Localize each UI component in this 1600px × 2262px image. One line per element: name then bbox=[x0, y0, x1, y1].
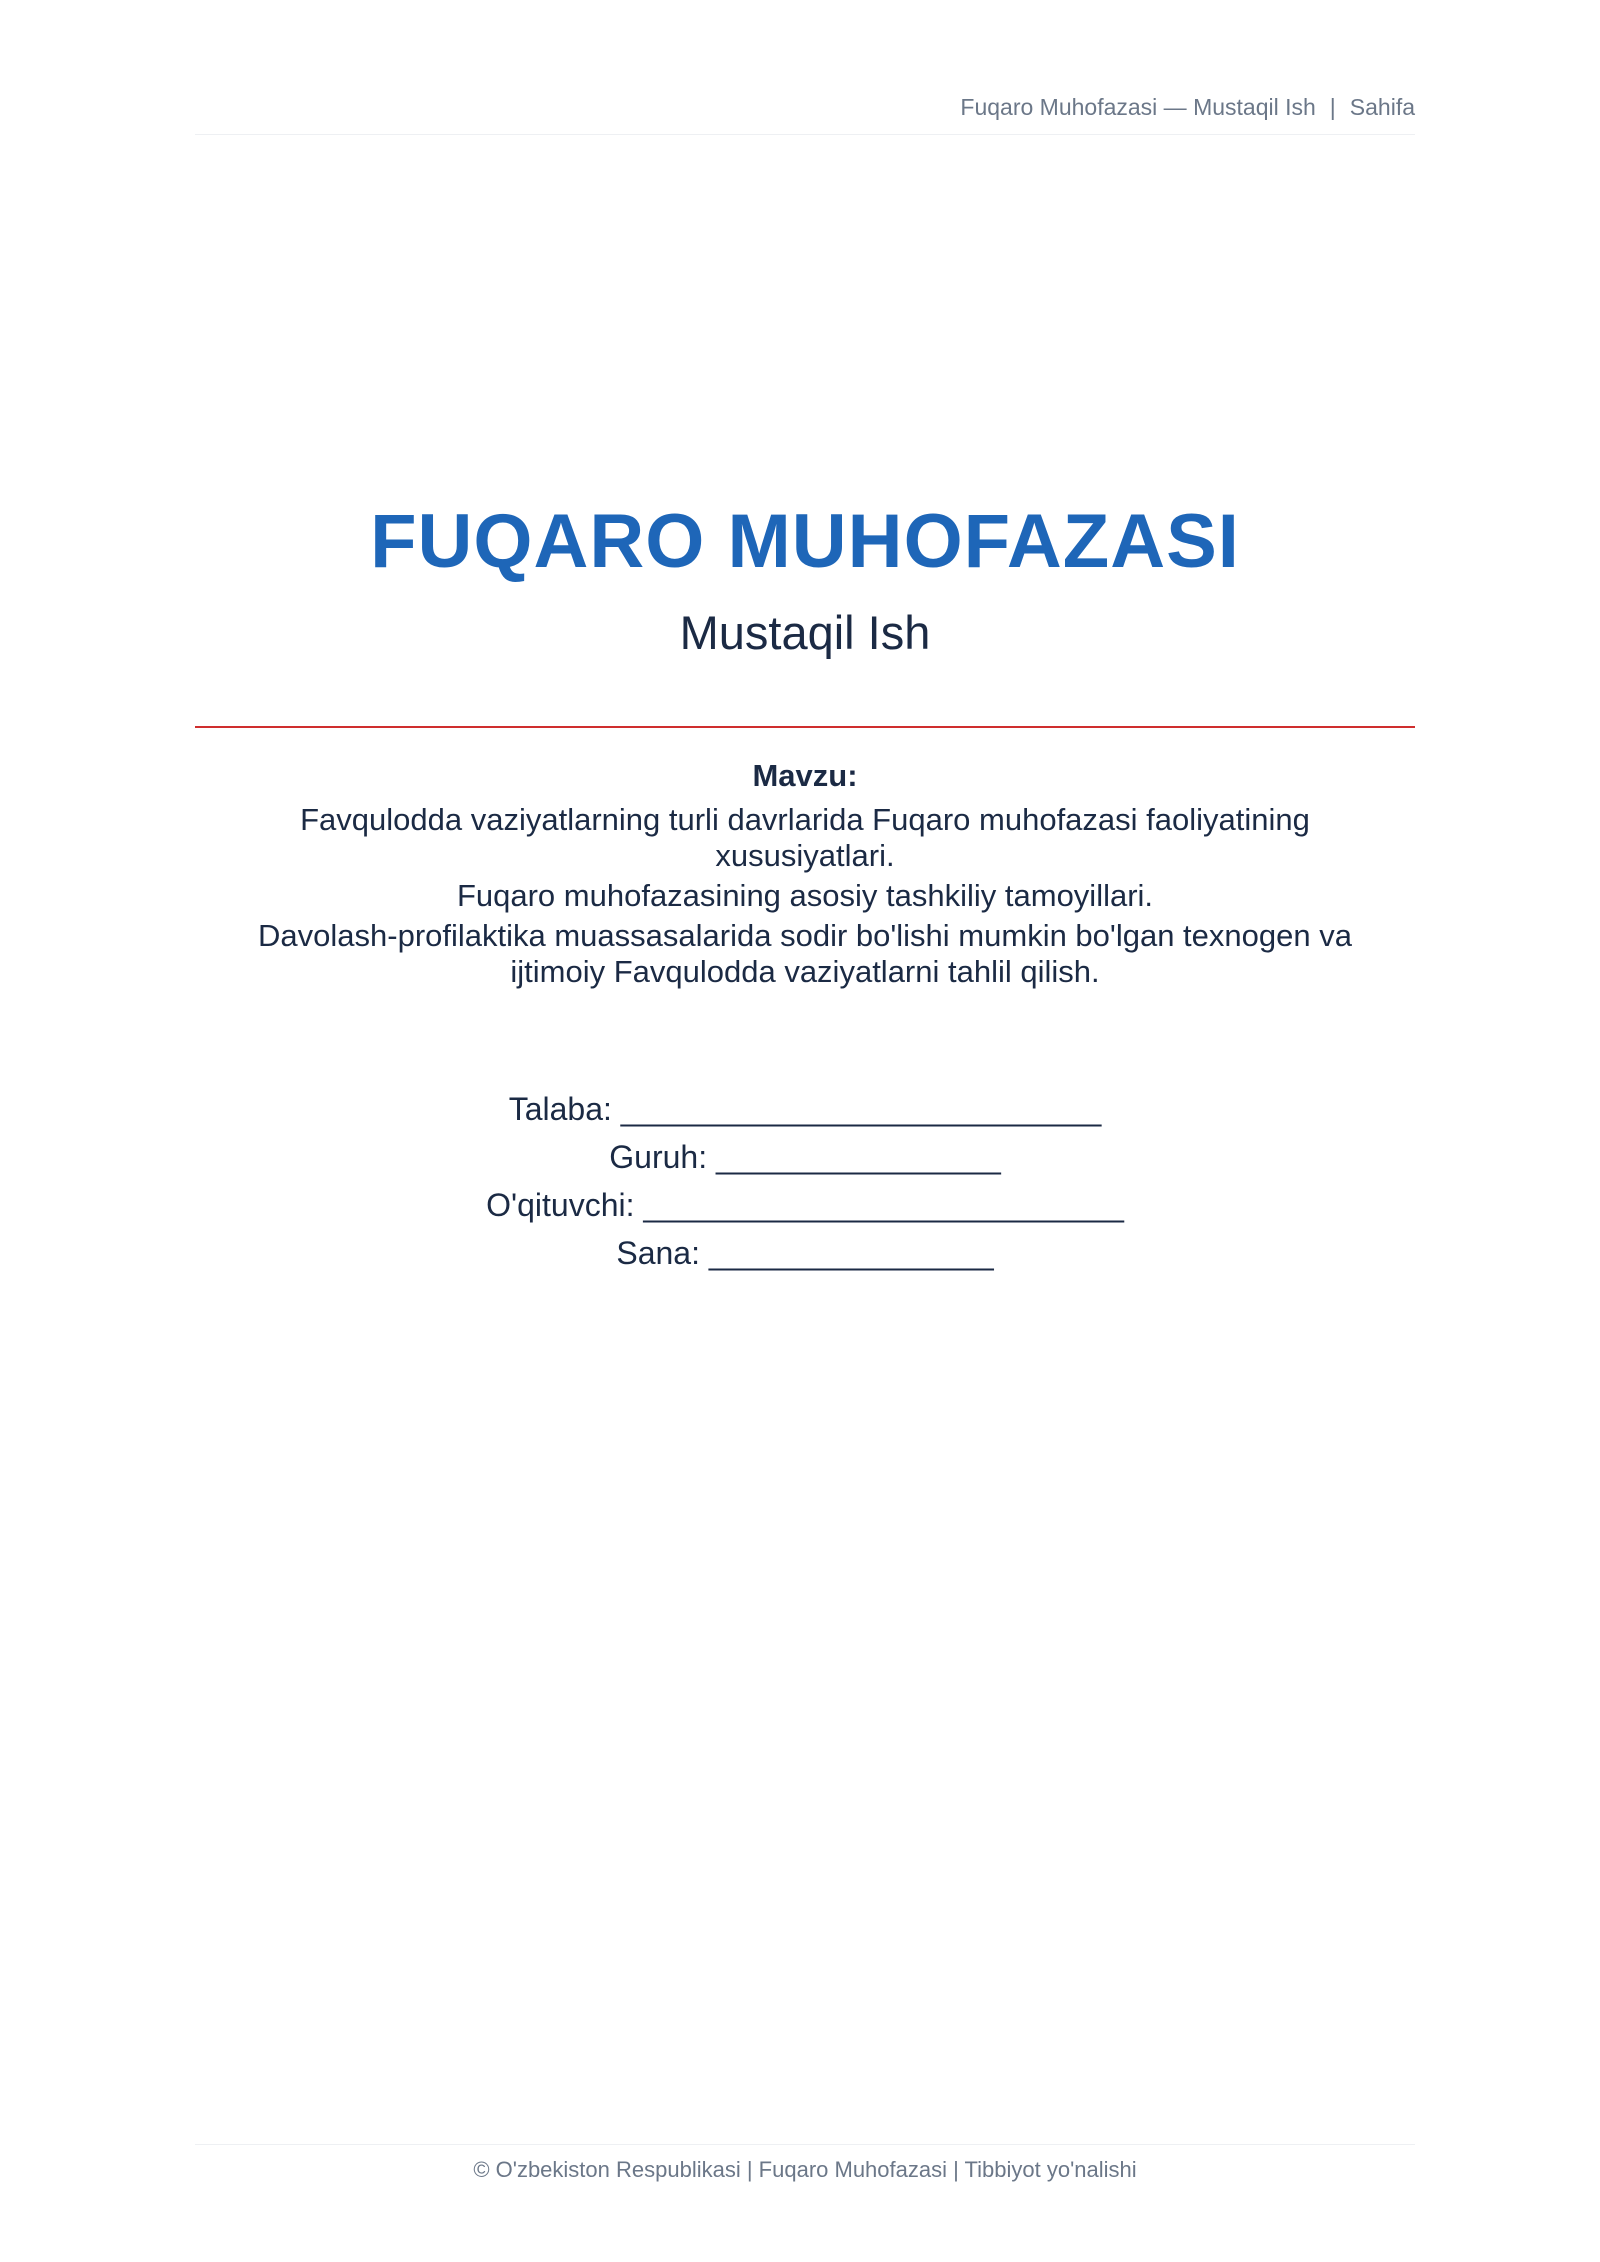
student-info-fields bbox=[195, 1085, 1415, 1277]
topic-item: Favqulodda vaziyatlarning turli davrlarida Fuqaro muhofazasi faoliyatining xususiyatlari. bbox=[300, 802, 1310, 873]
teacher-field: O'qituvchi: ___________________________ bbox=[486, 1187, 1124, 1223]
footer-text: © O'zbekiston Respublikasi | Fuqaro Muhofazasi | Tibbiyot yo'nalishi bbox=[473, 2157, 1137, 2182]
group-field: Guruh: ________________ bbox=[609, 1139, 1001, 1175]
header-separator: | bbox=[1329, 94, 1336, 120]
topic-item: Davolash-profilaktika muassasalarida sodir bo'lishi mumkin bo'lgan texnogen va ijtimoiy Favqulodda vaziyatlarni tahlil qilish. bbox=[258, 918, 1352, 989]
page-footer bbox=[195, 2144, 1415, 2183]
header-page-label: Sahifa bbox=[1349, 94, 1415, 120]
page-header bbox=[195, 94, 1415, 135]
topic-label: Mavzu: bbox=[752, 758, 858, 793]
student-field: Talaba: ___________________________ bbox=[508, 1091, 1102, 1127]
subtitle: Mustaqil Ish bbox=[679, 606, 931, 659]
date-field: Sana: ________________ bbox=[616, 1235, 994, 1271]
topic-section bbox=[195, 754, 1415, 990]
title-block bbox=[195, 495, 1415, 663]
topic-item: Fuqaro muhofazasining asosiy tashkiliy tamoyillari. bbox=[456, 878, 1154, 913]
main-title: FUQARO MUHOFAZASI bbox=[370, 499, 1240, 584]
title-divider bbox=[195, 726, 1415, 728]
header-doc-title: Fuqaro Muhofazasi — Mustaqil Ish bbox=[960, 94, 1316, 120]
